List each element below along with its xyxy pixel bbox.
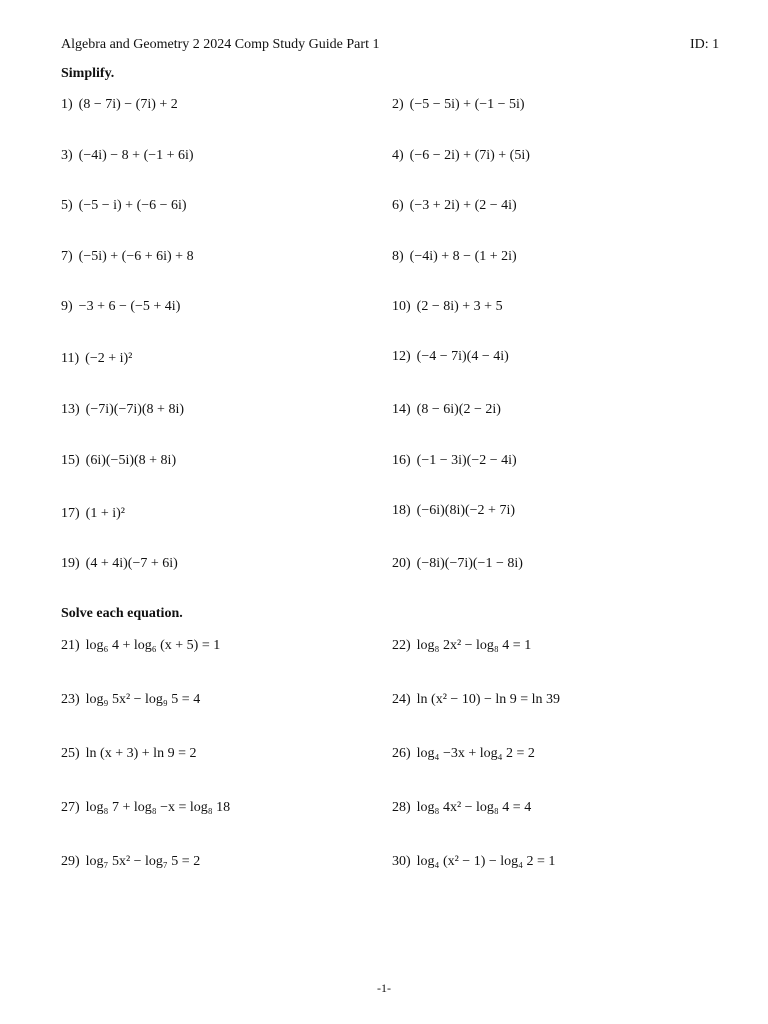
problem-29: 29) log₇ 5x² − log₇ 5 = 2 bbox=[61, 854, 201, 869]
problem-21: 21) log₆ 4 + log₆ (x + 5) = 1 bbox=[61, 638, 221, 653]
page-number: -1- bbox=[377, 981, 391, 995]
problem-25: 25) ln (x + 3) + ln 9 = 2 bbox=[61, 746, 197, 761]
problem-8: 8) (−4i) + 8 − (1 + 2i) bbox=[392, 249, 517, 264]
problem-6: 6) (−3 + 2i) + (2 − 4i) bbox=[392, 198, 517, 213]
problem-17: 17) (1 + i)² bbox=[61, 506, 125, 521]
problem-28: 28) log₈ 4x² − log₈ 4 = 4 bbox=[392, 800, 532, 815]
section-solve-heading: Solve each equation. bbox=[61, 606, 183, 621]
problem-16: 16) (−1 − 3i)(−2 − 4i) bbox=[392, 453, 517, 468]
problem-13: 13) (−7i)(−7i)(8 + 8i) bbox=[61, 402, 184, 417]
problem-14: 14) (8 − 6i)(2 − 2i) bbox=[392, 402, 501, 417]
problem-3: 3) (−4i) − 8 + (−1 + 6i) bbox=[61, 148, 194, 163]
problem-19: 19) (4 + 4i)(−7 + 6i) bbox=[61, 556, 178, 571]
problem-4: 4) (−6 − 2i) + (7i) + (5i) bbox=[392, 148, 530, 163]
problem-22: 22) log₈ 2x² − log₈ 4 = 1 bbox=[392, 638, 532, 653]
problem-9: 9) −3 + 6 − (−5 + 4i) bbox=[61, 299, 181, 314]
problem-7: 7) (−5i) + (−6 + 6i) + 8 bbox=[61, 249, 194, 264]
worksheet-title: Algebra and Geometry 2 2024 Comp Study Guide Part 1 bbox=[61, 37, 380, 52]
problem-24: 24) ln (x² − 10) − ln 9 = ln 39 bbox=[392, 692, 561, 707]
problem-23: 23) log₉ 5x² − log₉ 5 = 4 bbox=[61, 692, 201, 707]
problem-18: 18) (−6i)(8i)(−2 + 7i) bbox=[392, 503, 515, 518]
problem-11: 11) (−2 + i)² bbox=[61, 351, 133, 366]
problem-26: 26) log₄ −3x + log₄ 2 = 2 bbox=[392, 746, 535, 761]
problem-12: 12) (−4 − 7i)(4 − 4i) bbox=[392, 349, 509, 364]
problem-5: 5) (−5 − i) + (−6 − 6i) bbox=[61, 198, 187, 213]
problem-2: 2) (−5 − 5i) + (−1 − 5i) bbox=[392, 97, 525, 112]
problem-27: 27) log₈ 7 + log₈ −x = log₈ 18 bbox=[61, 800, 231, 815]
problem-15: 15) (6i)(−5i)(8 + 8i) bbox=[61, 453, 177, 468]
section-simplify-heading: Simplify. bbox=[61, 66, 115, 81]
problem-10: 10) (2 − 8i) + 3 + 5 bbox=[392, 299, 503, 314]
problem-20: 20) (−8i)(−7i)(−1 − 8i) bbox=[392, 556, 523, 571]
worksheet-id: ID: 1 bbox=[690, 37, 720, 52]
problem-30: 30) log₄ (x² − 1) − log₄ 2 = 1 bbox=[392, 854, 556, 869]
problem-1: 1) (8 − 7i) − (7i) + 2 bbox=[61, 97, 178, 112]
